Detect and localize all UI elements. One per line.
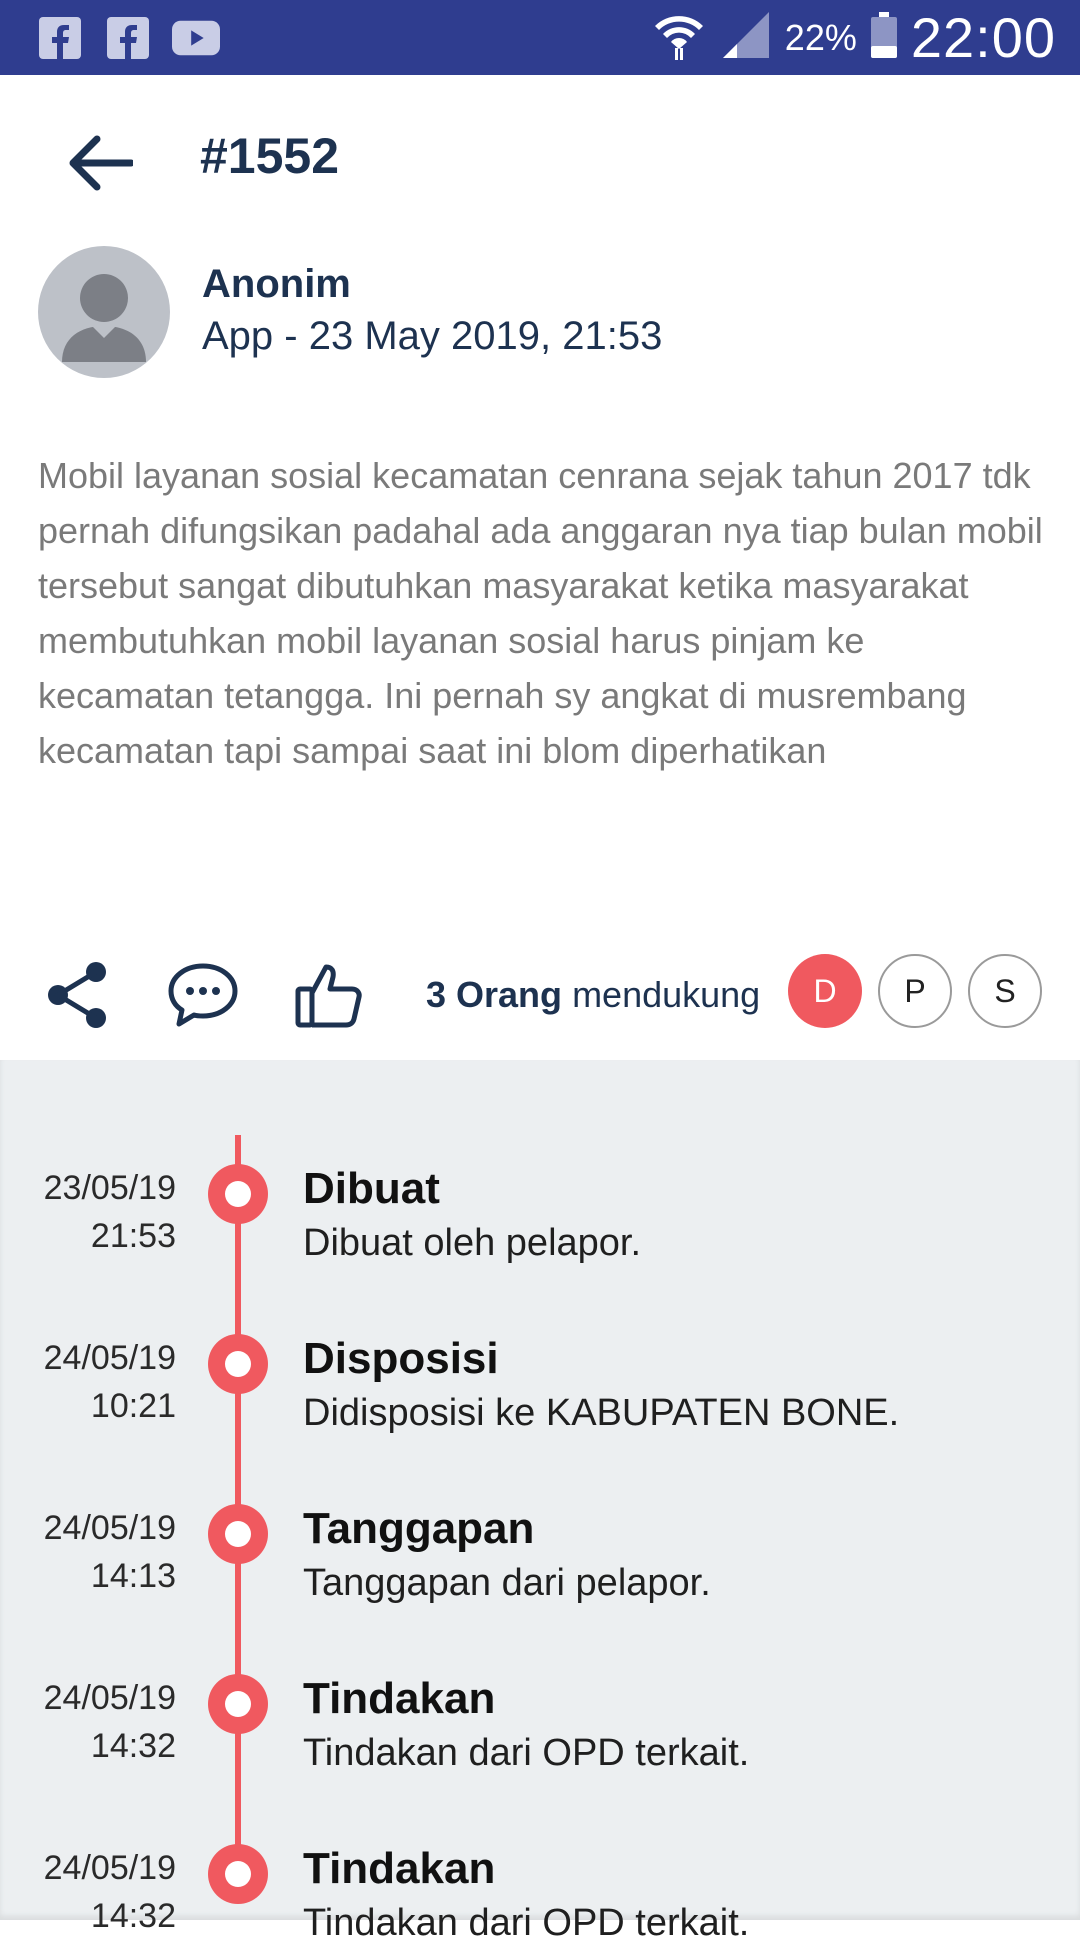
support-button[interactable] [284, 950, 374, 1040]
wifi-icon [651, 8, 707, 67]
back-button[interactable] [60, 123, 140, 203]
timeline-dot [208, 1164, 268, 1224]
supporter-avatar[interactable]: P [878, 954, 952, 1028]
supporter-count [426, 974, 760, 1016]
timeline-time: 10:21 [90, 1387, 176, 1425]
supporter-count-value: 3 Orang [426, 974, 563, 1015]
timeline-timestamp [26, 1504, 176, 1600]
timeline-date: 24/05/19 [43, 1339, 176, 1377]
timeline-title: Tanggapan [303, 1504, 535, 1553]
status-timeline [0, 1060, 1080, 1944]
timeline-timestamp [26, 1674, 176, 1770]
timeline-date: 23/05/19 [43, 1169, 176, 1207]
timeline-dot [208, 1674, 268, 1734]
timeline-timestamp [26, 1164, 176, 1260]
timeline-title: Tindakan [303, 1674, 496, 1723]
timeline-title: Dibuat [303, 1164, 440, 1213]
timeline-title: Disposisi [303, 1334, 499, 1383]
status-bar [0, 0, 1080, 75]
facebook-icon [104, 14, 152, 62]
supporter-count-label: mendukung [572, 974, 761, 1015]
timeline-dot [208, 1334, 268, 1394]
supporter-avatar[interactable]: S [968, 954, 1042, 1028]
report-body: Mobil layanan sosial kecamatan cenrana sejak tahun 2017 tdk pernah difungsikan padahal ada anggaran nya tiap bulan mobil tersebut sangat dibutuhkan masyarakat ketika masyarakat membutuhkan mobil layanan sosial harus pinjam ke kecamatan tetangga. Ini pernah sy angkat di musrembang kecamatan tapi sampai saat ini blom diperhatikan [38, 455, 1043, 771]
comment-button[interactable] [158, 950, 248, 1040]
battery-icon [871, 12, 897, 63]
timeline-timestamp [26, 1334, 176, 1430]
timeline-item [0, 1460, 1080, 1610]
battery-percent: 22% [784, 16, 857, 58]
timeline-time: 14:32 [90, 1897, 176, 1935]
reporter-meta: App - 23 May 2019, 21:53 [202, 314, 663, 358]
timeline-description: Tanggapan dari pelapor. [303, 1562, 711, 1604]
timeline-date: 24/05/19 [43, 1679, 176, 1717]
timeline-item [0, 1290, 1080, 1440]
timeline-description: Didisposisi ke KABUPATEN BONE. [303, 1392, 900, 1434]
timeline-date: 24/05/19 [43, 1849, 176, 1887]
system-status [651, 0, 1056, 75]
supporter-avatar[interactable]: D [788, 954, 862, 1028]
arrow-left-icon [67, 135, 133, 191]
timeline-time: 14:13 [90, 1557, 176, 1595]
timeline-time: 21:53 [90, 1217, 176, 1255]
facebook-icon [36, 14, 84, 62]
timeline-description: Tindakan dari OPD terkait. [303, 1732, 750, 1774]
share-icon [44, 960, 110, 1030]
notification-icons [36, 14, 220, 62]
timeline-title: Tindakan [303, 1844, 496, 1893]
clock: 22:00 [910, 6, 1056, 69]
timeline-item [0, 1630, 1080, 1780]
timeline-dot [208, 1844, 268, 1904]
timeline-dot [208, 1504, 268, 1564]
timeline-time: 14:32 [90, 1727, 176, 1765]
comment-icon [167, 962, 239, 1028]
timeline-description: Tindakan dari OPD terkait. [303, 1902, 750, 1944]
thumbs-up-icon [294, 961, 364, 1029]
timeline-item [0, 1800, 1080, 1950]
user-placeholder-icon [38, 246, 170, 378]
timeline-date: 24/05/19 [43, 1509, 176, 1547]
youtube-icon [172, 14, 220, 62]
timeline-item [0, 1120, 1080, 1270]
avatar [38, 246, 170, 378]
reporter-name: Anonim [202, 262, 351, 306]
timeline-description: Dibuat oleh pelapor. [303, 1222, 642, 1264]
cell-signal-icon [721, 10, 771, 65]
app-header [0, 75, 1080, 245]
share-button[interactable] [32, 950, 122, 1040]
page-title: #1552 [200, 128, 340, 184]
timeline-timestamp [26, 1844, 176, 1940]
